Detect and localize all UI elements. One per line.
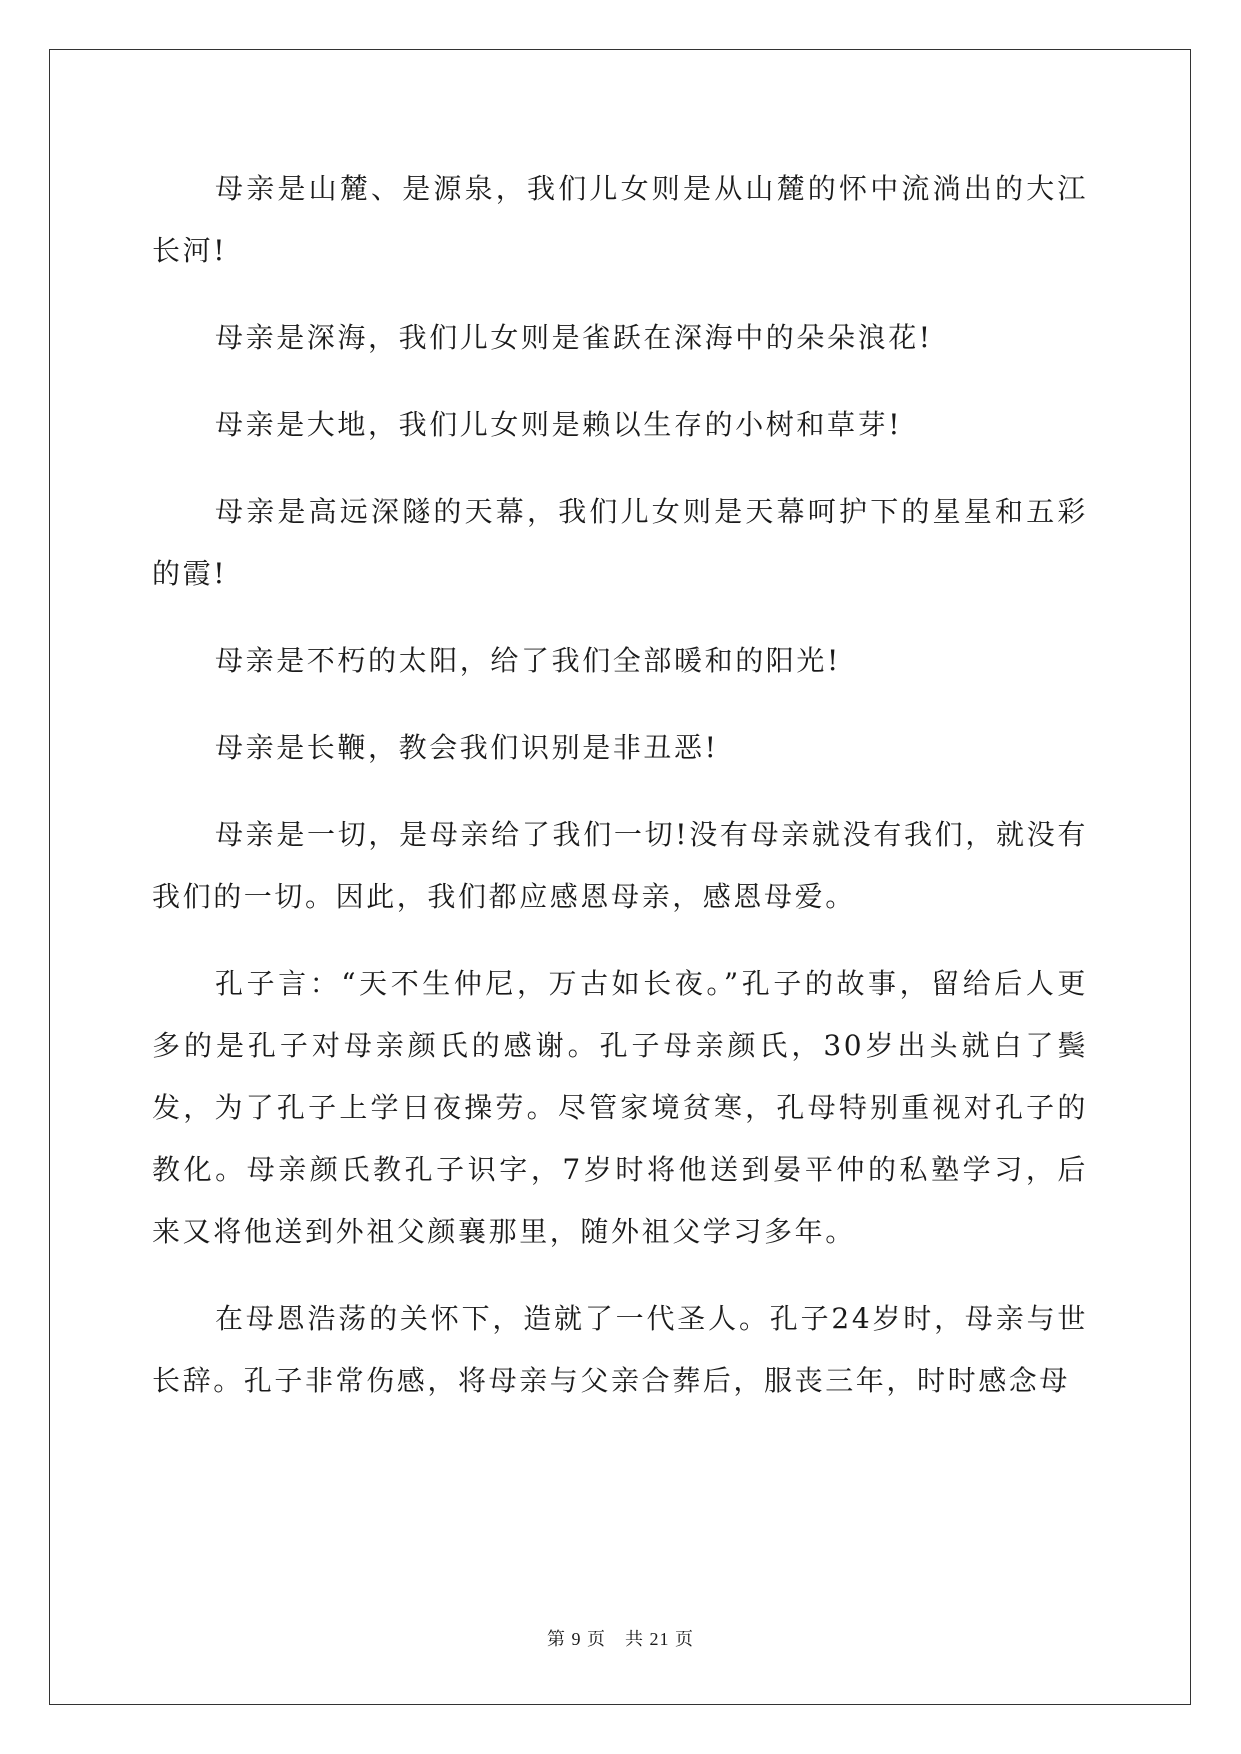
paragraph: 孔子言：“天不生仲尼，万古如长夜。”孔子的故事，留给后人更多的是孔子对母亲颜氏的感谢。孔子母亲颜氏，30岁出头就白了鬓发，为了孔子上学日夜操劳。尽管家境贫寒，孔母特别重视对孔子的教化。母亲颜氏教孔子识字，7岁时将他送到晏平仲的私塾学习，后来又将他送到外祖父颜襄那里，随外祖父学习多年。	[152, 967, 1088, 1248]
page-number: 第 9 页 共 21 页	[547, 1629, 694, 1649]
paragraph: 母亲是大地，我们儿女则是赖以生存的小树和草芽!	[215, 408, 903, 441]
paragraph: 母亲是山麓、是源泉，我们儿女则是从山麓的怀中流淌出的大江长河!	[152, 172, 1088, 267]
paragraph: 母亲是不朽的太阳，给了我们全部暖和的阳光!	[215, 644, 841, 677]
document-body	[152, 158, 1088, 1437]
paragraph: 在母恩浩荡的关怀下，造就了一代圣人。孔子24岁时，母亲与世长辞。孔子非常伤感，将母亲与父亲合葬后，服丧三年，时时感念母	[152, 1302, 1088, 1397]
paragraph: 母亲是高远深隧的天幕，我们儿女则是天幕呵护下的星星和五彩的霞!	[152, 495, 1088, 590]
paragraph: 母亲是深海，我们儿女则是雀跃在深海中的朵朵浪花!	[215, 321, 933, 354]
paragraph: 母亲是长鞭，教会我们识别是非丑恶!	[215, 731, 719, 764]
paragraph: 母亲是一切，是母亲给了我们一切!没有母亲就没有我们，就没有我们的一切。因此，我们都应感恩母亲，感恩母爱。	[152, 818, 1088, 913]
